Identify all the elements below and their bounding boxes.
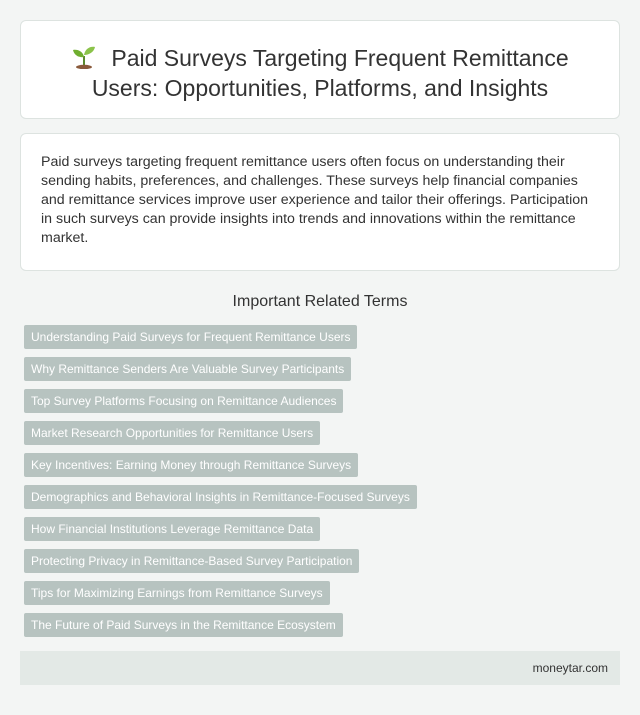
footer-site-name: moneytar.com	[532, 661, 608, 675]
related-term-tag[interactable]: Key Incentives: Earning Money through Remittance Surveys	[24, 453, 358, 477]
header-card	[20, 20, 620, 119]
related-term-tag[interactable]: Understanding Paid Surveys for Frequent Remittance Users	[24, 325, 357, 349]
page-title	[51, 43, 589, 103]
related-terms-heading: Important Related Terms	[232, 293, 408, 310]
related-term-tag[interactable]: Market Research Opportunities for Remittance Users	[24, 421, 320, 445]
page-title-text: Paid Surveys Targeting Frequent Remittance Users: Opportunities, Platforms, and Insights	[91, 45, 569, 101]
related-term-tag[interactable]: How Financial Institutions Leverage Remittance Data	[24, 517, 320, 541]
related-term-tag[interactable]: Tips for Maximizing Earnings from Remittance Surveys	[24, 581, 330, 605]
description-card	[20, 133, 620, 271]
footer	[20, 651, 620, 685]
related-terms-list	[0, 325, 640, 637]
related-term-tag[interactable]: Why Remittance Senders Are Valuable Survey Participants	[24, 357, 351, 381]
related-term-tag[interactable]: Protecting Privacy in Remittance-Based Survey Participation	[24, 549, 359, 573]
related-term-tag[interactable]: Demographics and Behavioral Insights in Remittance-Focused Surveys	[24, 485, 417, 509]
sprout-icon	[71, 43, 97, 69]
related-term-tag[interactable]: The Future of Paid Surveys in the Remittance Ecosystem	[24, 613, 343, 637]
related-term-tag[interactable]: Top Survey Platforms Focusing on Remittance Audiences	[24, 389, 343, 413]
description-text: Paid surveys targeting frequent remittance users often focus on understanding their sending habits, preferences, and challenges. These surveys help financial companies and remittance services improve user experience and tailor their offerings. Participation in such surveys can provide insights into trends and innovations within the remittance market.	[41, 154, 589, 246]
